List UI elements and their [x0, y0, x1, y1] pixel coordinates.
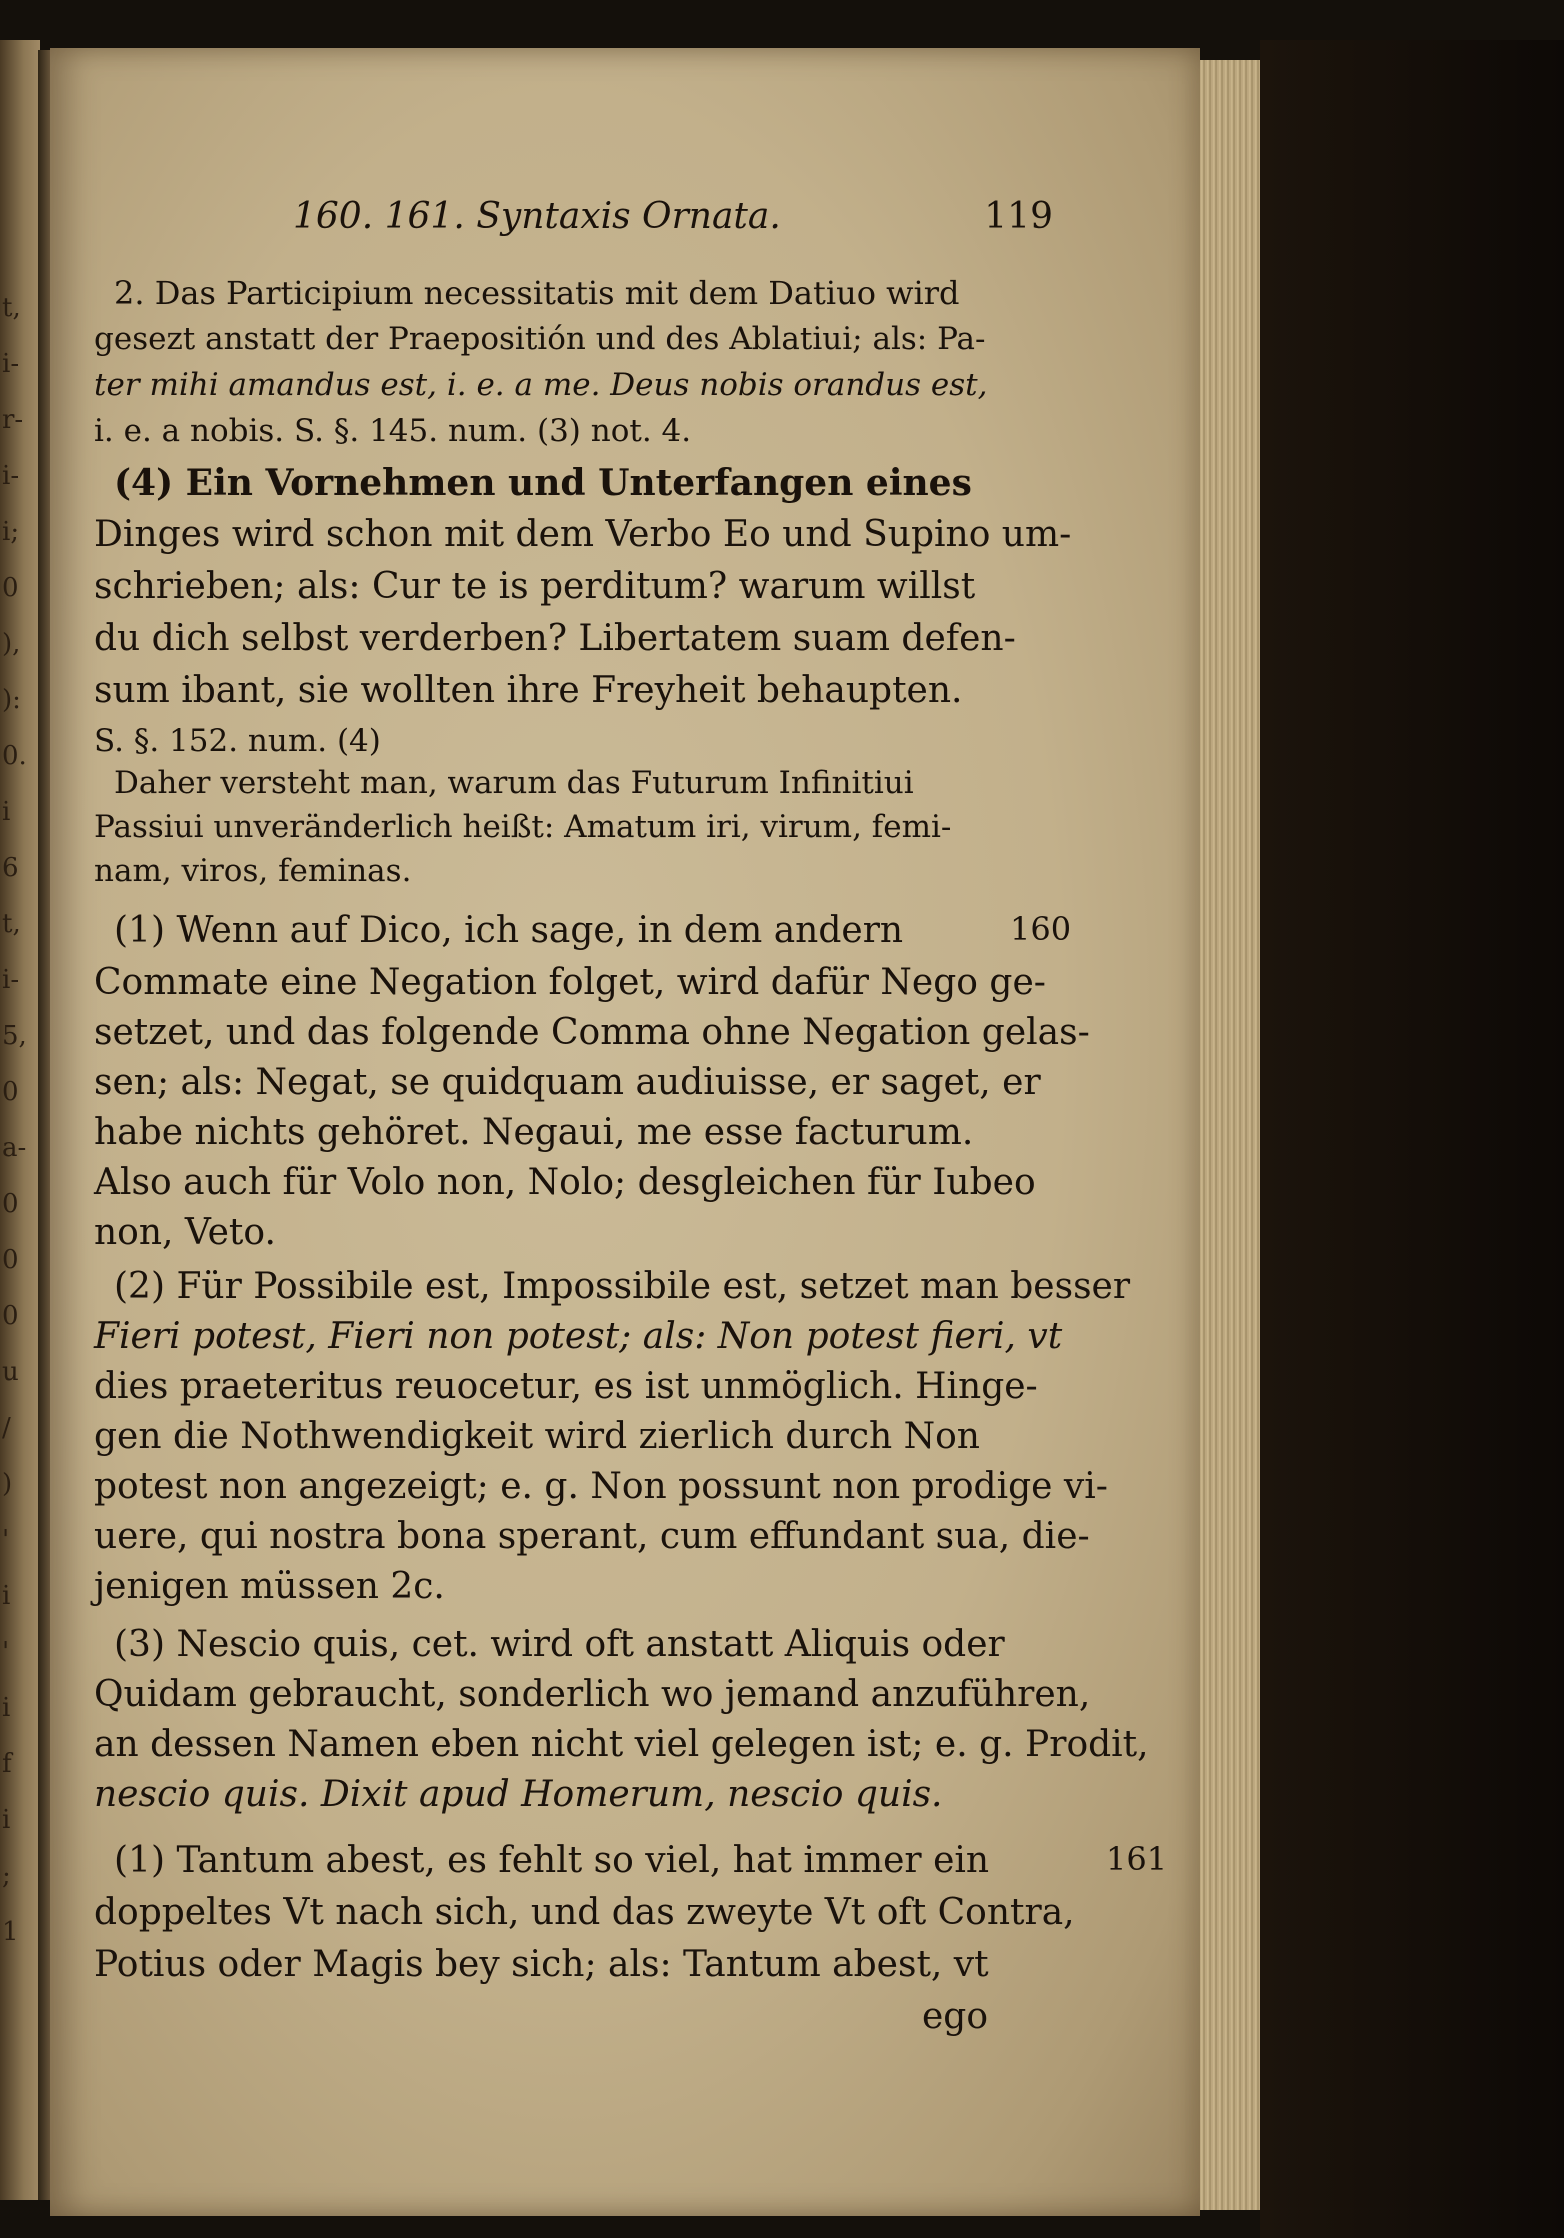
text-line: du dich selbst verderben? Libertatem suam defen- [94, 618, 1016, 659]
margin-fragment: ), [2, 629, 21, 659]
margin-fragment: r- [2, 405, 24, 435]
text-line: schrieben; als: Cur te is perditum? warum willst [94, 566, 976, 607]
text-line: Passiui unveränderlich heißt: Amatum iri, virum, femi- [94, 809, 952, 845]
text-line: Commate eine Negation folget, wird dafür Nego ge- [94, 962, 1046, 1003]
page-text [50, 48, 1200, 2216]
page-block-edge [1200, 60, 1260, 2210]
margin-fragment: u [2, 1357, 19, 1387]
text-line: (4) Ein Vornehmen und Unterfangen eines [114, 462, 972, 504]
running-header [293, 196, 1053, 246]
facing-page-edge [0, 40, 40, 2200]
catchword: ego [922, 1996, 989, 2037]
margin-fragment: i [2, 1805, 11, 1835]
margin-fragment: 0 [2, 573, 19, 603]
text-line: nam, viros, feminas. [94, 853, 412, 889]
margin-fragment: 0 [2, 1301, 19, 1331]
text-line: Potius oder Magis bey sich; als: Tantum abest, vt [94, 1944, 989, 1985]
margin-fragment: 5, [2, 1021, 27, 1051]
running-title: 160. 161. Syntaxis Ornata. [293, 196, 781, 237]
margin-fragment: 1 [2, 1917, 19, 1947]
margin-fragment: i- [2, 965, 20, 995]
page-number: 119 [984, 196, 1053, 237]
text-line: Quidam gebraucht, sonderlich wo jemand anzuführen, [94, 1674, 1091, 1715]
text-line: gesezt anstatt der Praepositión und des Ablatiui; als: Pa- [94, 321, 986, 357]
text-line: an dessen Namen eben nicht viel gelegen ist; e. g. Prodit, [94, 1724, 1149, 1765]
text-line: (3) Nescio quis, cet. wird oft anstatt Aliquis oder [114, 1624, 1005, 1665]
text-line: (1) Tantum abest, es fehlt so viel, hat immer ein [114, 1840, 990, 1881]
text-line: setzet, und das folgende Comma ohne Negation gelas- [94, 1012, 1090, 1053]
book-page [50, 48, 1200, 2216]
text-line: 2. Das Participium necessitatis mit dem Datiuo wird [114, 274, 960, 312]
margin-fragment: ): [2, 685, 21, 715]
margin-fragment: i [2, 1581, 11, 1611]
book-cover [1260, 40, 1564, 2238]
margin-fragment: ' [2, 1637, 10, 1667]
text-line: Also auch für Volo non, Nolo; desgleichen für Iubeo [94, 1162, 1036, 1203]
section-number-160: 160 [1010, 910, 1072, 948]
text-line: i. e. a nobis. S. §. 145. num. (3) not. 4. [94, 413, 692, 449]
margin-fragment: a- [2, 1133, 27, 1163]
text-line: S. §. 152. num. (4) [94, 723, 381, 759]
text-line: uere, qui nostra bona sperant, cum effundant sua, die- [94, 1516, 1090, 1557]
margin-fragment: ) [2, 1469, 13, 1499]
text-line: Daher versteht man, warum das Futurum Infinitiui [114, 765, 914, 801]
margin-fragment: 0 [2, 1245, 19, 1275]
margin-fragment: t, [2, 909, 21, 939]
text-line: dies praeteritus reuocetur, es ist unmöglich. Hinge- [94, 1366, 1038, 1407]
margin-fragment: t, [2, 293, 21, 323]
margin-fragment: f [2, 1749, 12, 1779]
text-line: (1) Wenn auf Dico, ich sage, in dem andern [114, 910, 904, 951]
text-line: doppeltes Vt nach sich, und das zweyte Vt oft Contra, [94, 1892, 1075, 1933]
margin-fragment: ' [2, 1525, 10, 1555]
text-line: Fieri potest, Fieri non potest; als: Non potest fieri, vt [94, 1316, 1063, 1357]
facing-page-fragments [2, 280, 32, 2080]
text-line: Dinges wird schon mit dem Verbo Eo und Supino um- [94, 514, 1072, 555]
margin-fragment: 0 [2, 1189, 19, 1219]
text-line: ter mihi amandus est, i. e. a me. Deus nobis orandus est, [94, 367, 988, 403]
margin-fragment: i [2, 797, 11, 827]
margin-fragment: 0 [2, 1077, 19, 1107]
margin-fragment: i [2, 1693, 11, 1723]
text-line: habe nichts gehöret. Negaui, me esse facturum. [94, 1112, 974, 1153]
text-line: sen; als: Negat, se quidquam audiuisse, er saget, er [94, 1062, 1041, 1103]
text-line: jenigen müssen 2c. [94, 1566, 445, 1607]
text-line: gen die Nothwendigkeit wird zierlich durch Non [94, 1416, 980, 1457]
section-number-161: 161 [1106, 1840, 1168, 1878]
text-line: (2) Für Possibile est, Impossibile est, setzet man besser [114, 1266, 1131, 1307]
text-line: non, Veto. [94, 1212, 276, 1253]
text-line: potest non angezeigt; e. g. Non possunt non prodige vi- [94, 1466, 1108, 1507]
text-line: sum ibant, sie wollten ihre Freyheit behaupten. [94, 670, 963, 711]
margin-fragment: i- [2, 461, 20, 491]
text-line: nescio quis. Dixit apud Homerum, nescio quis. [94, 1774, 943, 1815]
margin-fragment: i- [2, 349, 20, 379]
margin-fragment: 6 [2, 853, 19, 883]
margin-fragment: 0. [2, 741, 27, 771]
margin-fragment: ; [2, 1861, 11, 1891]
margin-fragment: / [2, 1413, 11, 1443]
margin-fragment: i; [2, 517, 20, 547]
